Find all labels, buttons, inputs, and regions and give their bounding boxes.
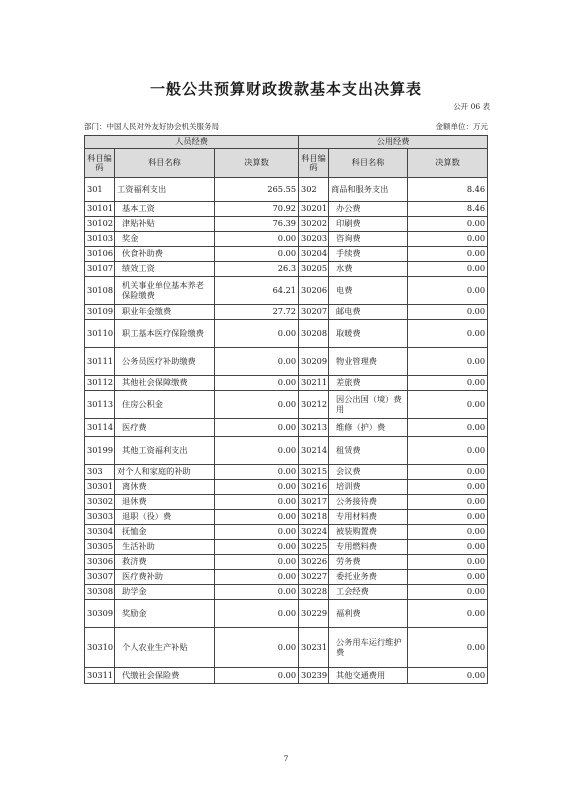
table-row [85, 202, 488, 217]
code-cell: 30101 [85, 202, 115, 217]
table-row [85, 391, 488, 419]
table-row [85, 510, 488, 525]
name-cell: 退休费 [115, 495, 215, 510]
name-cell: 对个人和家庭的补助 [115, 465, 215, 480]
code-cell: 303 [85, 465, 115, 480]
code-cell: 30306 [85, 555, 115, 570]
name-cell: 津贴补贴 [115, 217, 215, 232]
code-cell: 30228 [299, 585, 329, 600]
name-cell: 职工基本医疗保险缴费 [115, 320, 215, 348]
name-cell: 代缴社会保险费 [115, 668, 215, 684]
table-row [85, 480, 488, 495]
name-cell: 印刷费 [329, 217, 408, 232]
amount-cell: 0.00 [215, 232, 299, 247]
table-row [85, 495, 488, 510]
code-header: 科目编码 [299, 149, 329, 178]
amount-cell: 76.39 [215, 217, 299, 232]
amount-cell: 0.00 [215, 600, 299, 628]
table-row [85, 437, 488, 465]
name-cell: 退职（役）费 [115, 510, 215, 525]
amount-cell: 8.46 [408, 178, 488, 202]
name-cell: 助学金 [115, 585, 215, 600]
amount-cell: 0.00 [408, 262, 488, 277]
amount-cell: 27.72 [215, 305, 299, 320]
code-cell: 30311 [85, 668, 115, 684]
code-cell: 30205 [299, 262, 329, 277]
amount-cell: 0.00 [215, 391, 299, 419]
amount-cell: 0.00 [408, 391, 488, 419]
code-cell: 30203 [299, 232, 329, 247]
name-cell: 因公出国（境）费用 [329, 391, 408, 419]
personnel-header: 人员经费 [85, 136, 299, 149]
name-cell: 绩效工资 [115, 262, 215, 277]
code-cell: 30214 [299, 437, 329, 465]
amount-cell: 8.46 [408, 202, 488, 217]
name-cell: 医疗费补助 [115, 570, 215, 585]
name-cell: 工会经费 [329, 585, 408, 600]
code-cell: 30239 [299, 668, 329, 684]
name-header: 科目名称 [329, 149, 408, 178]
name-cell: 委托业务费 [329, 570, 408, 585]
code-cell: 30218 [299, 510, 329, 525]
table-row [85, 555, 488, 570]
name-cell: 培训费 [329, 480, 408, 495]
amount-cell: 0.00 [215, 495, 299, 510]
amount-cell: 0.00 [408, 540, 488, 555]
code-cell: 30107 [85, 262, 115, 277]
table-row [85, 232, 488, 247]
amount-cell: 0.00 [215, 668, 299, 684]
table-row [85, 540, 488, 555]
code-header: 科目编码 [85, 149, 115, 178]
page-title: 一般公共预算财政拨款基本支出决算表 [149, 80, 422, 98]
amount-cell: 0.00 [408, 376, 488, 391]
amount-cell: 0.00 [215, 510, 299, 525]
amount-cell: 0.00 [215, 320, 299, 348]
amount-cell: 0.00 [408, 437, 488, 465]
table-row [85, 525, 488, 540]
amount-cell: 0.00 [215, 540, 299, 555]
amount-cell: 0.00 [215, 525, 299, 540]
amount-cell: 0.00 [408, 495, 488, 510]
name-cell: 个人农业生产补贴 [115, 628, 215, 668]
name-cell: 职业年金缴费 [115, 305, 215, 320]
code-cell: 30212 [299, 391, 329, 419]
code-cell: 30216 [299, 480, 329, 495]
code-cell: 30225 [299, 540, 329, 555]
code-cell: 30201 [299, 202, 329, 217]
amount-cell: 0.00 [215, 419, 299, 437]
code-cell: 30202 [299, 217, 329, 232]
name-cell: 伙食补助费 [115, 247, 215, 262]
code-cell: 30213 [299, 419, 329, 437]
amount-cell: 0.00 [408, 348, 488, 376]
amount-cell: 70.92 [215, 202, 299, 217]
code-cell: 30302 [85, 495, 115, 510]
code-cell: 30304 [85, 525, 115, 540]
amount-cell: 0.00 [215, 628, 299, 668]
amount-cell: 0.00 [408, 555, 488, 570]
code-cell: 30301 [85, 480, 115, 495]
amount-cell: 26.3 [215, 262, 299, 277]
name-cell: 办公费 [329, 202, 408, 217]
amount-cell: 0.00 [215, 437, 299, 465]
amount-cell: 0.00 [408, 570, 488, 585]
code-cell: 30111 [85, 348, 115, 376]
name-cell: 救济费 [115, 555, 215, 570]
name-cell: 取暖费 [329, 320, 408, 348]
code-cell: 301 [85, 178, 115, 202]
amount-cell: 0.00 [408, 232, 488, 247]
table-row [85, 419, 488, 437]
table-row [85, 376, 488, 391]
name-cell: 其他交通费用 [329, 668, 408, 684]
unit-label: 金额单位：万元 [435, 122, 488, 131]
public-header: 公用经费 [299, 136, 488, 149]
table-row [85, 262, 488, 277]
table-row [85, 570, 488, 585]
name-cell: 工资福利支出 [115, 178, 215, 202]
name-cell: 水费 [329, 262, 408, 277]
code-cell: 30231 [299, 628, 329, 668]
amount-cell: 0.00 [408, 525, 488, 540]
amount-cell: 0.00 [408, 217, 488, 232]
code-cell: 30305 [85, 540, 115, 555]
name-cell: 商品和服务支出 [329, 178, 408, 202]
code-cell: 30224 [299, 525, 329, 540]
name-cell: 其他社会保障缴费 [115, 376, 215, 391]
name-cell: 抚恤金 [115, 525, 215, 540]
name-cell: 住房公积金 [115, 391, 215, 419]
name-cell: 差旅费 [329, 376, 408, 391]
name-cell: 医疗费 [115, 419, 215, 437]
amount-cell: 0.00 [408, 585, 488, 600]
code-cell: 30207 [299, 305, 329, 320]
amount-cell: 0.00 [408, 277, 488, 305]
code-cell: 30113 [85, 391, 115, 419]
table-row [85, 247, 488, 262]
code-cell: 30217 [299, 495, 329, 510]
amount-cell: 0.00 [408, 247, 488, 262]
name-cell: 劳务费 [329, 555, 408, 570]
name-cell: 维修（护）费 [329, 419, 408, 437]
table-row [85, 217, 488, 232]
name-cell: 咨询费 [329, 232, 408, 247]
amount-cell: 0.00 [408, 510, 488, 525]
name-cell: 公务接待费 [329, 495, 408, 510]
amount-header: 决算数 [215, 149, 299, 178]
name-cell: 会议费 [329, 465, 408, 480]
code-cell: 30114 [85, 419, 115, 437]
name-cell: 手续费 [329, 247, 408, 262]
name-cell: 其他工资福利支出 [115, 437, 215, 465]
amount-cell: 0.00 [215, 585, 299, 600]
code-cell: 30215 [299, 465, 329, 480]
table-row [85, 465, 488, 480]
code-cell: 30310 [85, 628, 115, 668]
amount-cell: 0.00 [215, 348, 299, 376]
code-cell: 30229 [299, 600, 329, 628]
code-cell: 30227 [299, 570, 329, 585]
name-cell: 奖金 [115, 232, 215, 247]
code-cell: 30102 [85, 217, 115, 232]
name-cell: 物业管理费 [329, 348, 408, 376]
amount-cell: 0.00 [408, 668, 488, 684]
amount-cell: 0.00 [215, 555, 299, 570]
table-body [85, 178, 488, 684]
code-cell: 30106 [85, 247, 115, 262]
name-cell: 福利费 [329, 600, 408, 628]
amount-header: 决算数 [408, 149, 488, 178]
table-row [85, 320, 488, 348]
amount-cell: 0.00 [408, 465, 488, 480]
department-label: 部门：中国人民对外友好协会机关服务局 [84, 122, 219, 131]
name-cell: 被装购置费 [329, 525, 408, 540]
table-row [85, 585, 488, 600]
name-cell: 奖励金 [115, 600, 215, 628]
table-row [85, 178, 488, 202]
amount-cell: 0.00 [215, 376, 299, 391]
code-cell: 30211 [299, 376, 329, 391]
amount-cell: 265.55 [215, 178, 299, 202]
code-cell: 30109 [85, 305, 115, 320]
code-cell: 30308 [85, 585, 115, 600]
table-row [85, 348, 488, 376]
code-cell: 30226 [299, 555, 329, 570]
code-cell: 30307 [85, 570, 115, 585]
code-cell: 30112 [85, 376, 115, 391]
code-cell: 30103 [85, 232, 115, 247]
name-cell: 基本工资 [115, 202, 215, 217]
name-cell: 公务员医疗补助缴费 [115, 348, 215, 376]
code-cell: 30208 [299, 320, 329, 348]
table-row [85, 277, 488, 305]
name-cell: 电费 [329, 277, 408, 305]
table-row [85, 305, 488, 320]
table-row [85, 628, 488, 668]
name-cell: 邮电费 [329, 305, 408, 320]
name-cell: 专用燃料费 [329, 540, 408, 555]
code-cell: 30110 [85, 320, 115, 348]
amount-cell: 0.00 [408, 305, 488, 320]
name-cell: 专用材料费 [329, 510, 408, 525]
name-cell: 机关事业单位基本养老保险缴费 [115, 277, 215, 305]
table-row [85, 668, 488, 684]
amount-cell: 0.00 [408, 600, 488, 628]
code-cell: 30199 [85, 437, 115, 465]
amount-cell: 0.00 [408, 320, 488, 348]
name-header: 科目名称 [115, 149, 215, 178]
amount-cell: 0.00 [408, 419, 488, 437]
form-number: 公开 06 表 [453, 102, 490, 111]
amount-cell: 0.00 [215, 480, 299, 495]
code-cell: 30303 [85, 510, 115, 525]
name-cell: 租赁费 [329, 437, 408, 465]
page-number: 7 [283, 754, 289, 763]
name-cell: 生活补助 [115, 540, 215, 555]
name-cell: 离休费 [115, 480, 215, 495]
code-cell: 30209 [299, 348, 329, 376]
code-cell: 30206 [299, 277, 329, 305]
expenditure-table [84, 135, 488, 684]
amount-cell: 0.00 [215, 570, 299, 585]
code-cell: 30309 [85, 600, 115, 628]
amount-cell: 0.00 [408, 480, 488, 495]
code-cell: 302 [299, 178, 329, 202]
amount-cell: 64.21 [215, 277, 299, 305]
amount-cell: 0.00 [215, 247, 299, 262]
name-cell: 公务用车运行维护费 [329, 628, 408, 668]
code-cell: 30108 [85, 277, 115, 305]
code-cell: 30204 [299, 247, 329, 262]
amount-cell: 0.00 [408, 628, 488, 668]
table-row [85, 600, 488, 628]
amount-cell: 0.00 [215, 465, 299, 480]
